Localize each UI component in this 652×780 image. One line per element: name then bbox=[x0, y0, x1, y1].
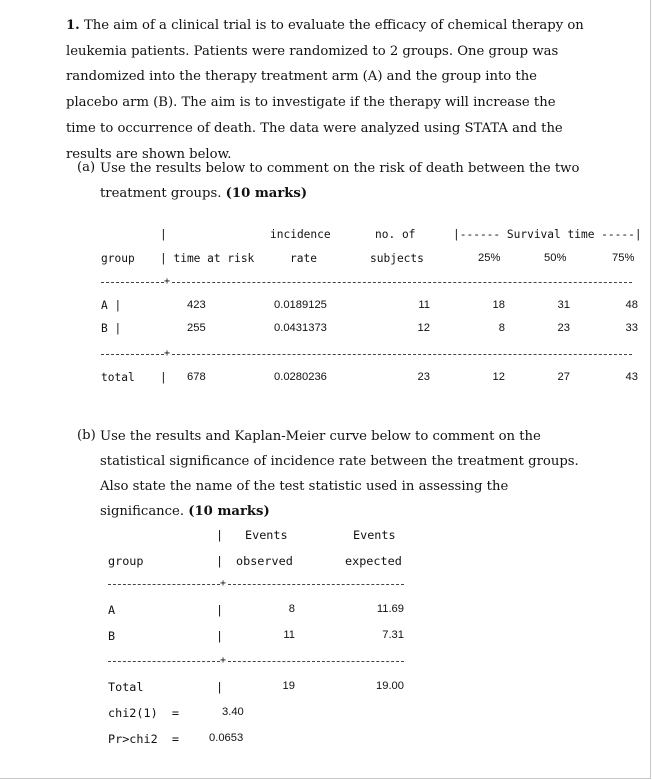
t2-rule-mid-plus: + bbox=[220, 655, 227, 666]
t2-header-events-2: Events bbox=[353, 528, 396, 542]
part-b-paragraph bbox=[100, 424, 580, 524]
t1-rule-mid-left bbox=[101, 354, 164, 355]
t2-row-b-observed: 11 bbox=[283, 629, 295, 641]
t2-row-a-bar: | bbox=[216, 603, 224, 617]
t1-rule-top-right bbox=[172, 282, 632, 283]
t1-header-subjects: subjects bbox=[370, 252, 424, 265]
t1-row-b-rate: 0.0431373 bbox=[274, 322, 327, 334]
t2-total-group: Total bbox=[108, 680, 144, 694]
t1-total-subjects: 23 bbox=[417, 371, 430, 383]
t1-row-a-subjects: 11 bbox=[418, 299, 430, 311]
t1-header-rate: rate bbox=[290, 252, 317, 265]
t1-rule-mid-right bbox=[172, 354, 632, 355]
part-a-marks: (10 marks) bbox=[225, 186, 308, 201]
t2-row-b-expected: 7.31 bbox=[382, 629, 404, 641]
t2-p-value: 0.0653 bbox=[209, 732, 244, 744]
question-text: The aim of a clinical trial is to evaluate the efficacy of chemical therapy on leukemia patients. Patients were randomized to 2 groups. One group was randomized into the therapy treatment arm (A) and the group into the placebo arm (B). The aim is to investigate if the therapy will increase the time to occurrence of death. The data were analyzed using STATA and the results are shown below. bbox=[66, 18, 584, 162]
t2-header-events-1: Events bbox=[245, 528, 288, 542]
t2-chi2-value: 3.40 bbox=[222, 706, 244, 718]
t1-row-a-time: 423 bbox=[187, 299, 206, 311]
t2-rule-top-right bbox=[228, 584, 404, 585]
t1-total-p75: 43 bbox=[625, 371, 638, 383]
t1-row-b-group: B | bbox=[101, 322, 122, 335]
t1-rule-top-plus: + bbox=[164, 276, 171, 287]
t1-header-no-of: no. of bbox=[375, 228, 416, 241]
t1-row-a-p50: 31 bbox=[557, 299, 570, 311]
t1-total-rate: 0.0280236 bbox=[274, 371, 327, 383]
t1-total-p50: 27 bbox=[557, 371, 570, 383]
question-paragraph bbox=[66, 13, 586, 167]
t1-row-a-p75: 48 bbox=[625, 299, 638, 311]
t2-header-observed: observed bbox=[236, 554, 293, 568]
t1-header-group: group bbox=[101, 252, 135, 265]
t2-row-a-expected: 11.69 bbox=[376, 603, 404, 615]
t1-row-a-p25: 18 bbox=[492, 299, 505, 311]
question-number: 1. bbox=[66, 18, 80, 33]
t1-rule-top-left bbox=[101, 282, 164, 283]
t1-total-bar: | bbox=[160, 371, 167, 384]
t1-row-b-time: 255 bbox=[187, 322, 206, 334]
part-a-paragraph bbox=[100, 156, 580, 206]
t1-rule-mid-plus: + bbox=[164, 348, 171, 359]
t2-row-b-bar: | bbox=[216, 629, 224, 643]
t2-total-observed: 19 bbox=[282, 680, 295, 692]
t1-row-b-p75: 33 bbox=[625, 322, 638, 334]
t2-row-a-observed: 8 bbox=[288, 603, 295, 615]
t2-rule-mid-left bbox=[108, 661, 220, 662]
t1-header-p50: 50% bbox=[544, 252, 567, 264]
t1-header-bar: | bbox=[160, 228, 167, 241]
t2-row-b-group: B bbox=[108, 629, 116, 643]
part-a-label: (a) bbox=[77, 160, 96, 175]
part-b-text: Use the results and Kaplan-Meier curve below to comment on the statistical significance of incidence rate between the treatment groups. Also state the name of the test statistic used in assessing the significance. bbox=[100, 429, 579, 519]
t1-total-p25: 12 bbox=[492, 371, 505, 383]
t2-chi2-label: chi2(1) = bbox=[108, 706, 180, 720]
t2-header-bar-2: | bbox=[216, 554, 224, 568]
t1-header-p25: 25% bbox=[478, 252, 501, 264]
t1-row-b-p25: 8 bbox=[498, 322, 505, 334]
t1-total-time: 678 bbox=[187, 371, 206, 383]
t1-header-time-at-risk: | time at risk bbox=[160, 252, 255, 265]
t2-rule-top-plus: + bbox=[220, 578, 227, 589]
t1-header-survival: |------ Survival time -----| bbox=[453, 228, 642, 241]
t1-row-a-group: A | bbox=[101, 299, 122, 312]
part-b-marks: (10 marks) bbox=[188, 504, 270, 519]
t2-p-label: Pr>chi2 = bbox=[108, 732, 180, 746]
t2-total-expected: 19.00 bbox=[376, 680, 404, 692]
t2-header-expected: expected bbox=[345, 554, 402, 568]
t1-row-b-subjects: 12 bbox=[417, 322, 430, 334]
t1-header-p75: 75% bbox=[612, 252, 635, 264]
t2-rule-top-left bbox=[108, 584, 220, 585]
t1-total-group: total bbox=[101, 371, 135, 384]
t1-row-b-p50: 23 bbox=[557, 322, 570, 334]
t2-row-a-group: A bbox=[108, 603, 116, 617]
t2-rule-mid-right bbox=[228, 661, 404, 662]
t2-header-bar-1: | bbox=[216, 528, 224, 542]
part-a-text: Use the results below to comment on the risk of death between the two treatment groups. bbox=[100, 161, 580, 201]
t1-header-incidence: incidence bbox=[270, 228, 331, 241]
t2-header-group: group bbox=[108, 554, 144, 568]
part-b-label: (b) bbox=[77, 428, 96, 443]
t2-total-bar: | bbox=[216, 680, 224, 694]
t1-row-a-rate: 0.0189125 bbox=[274, 299, 327, 311]
